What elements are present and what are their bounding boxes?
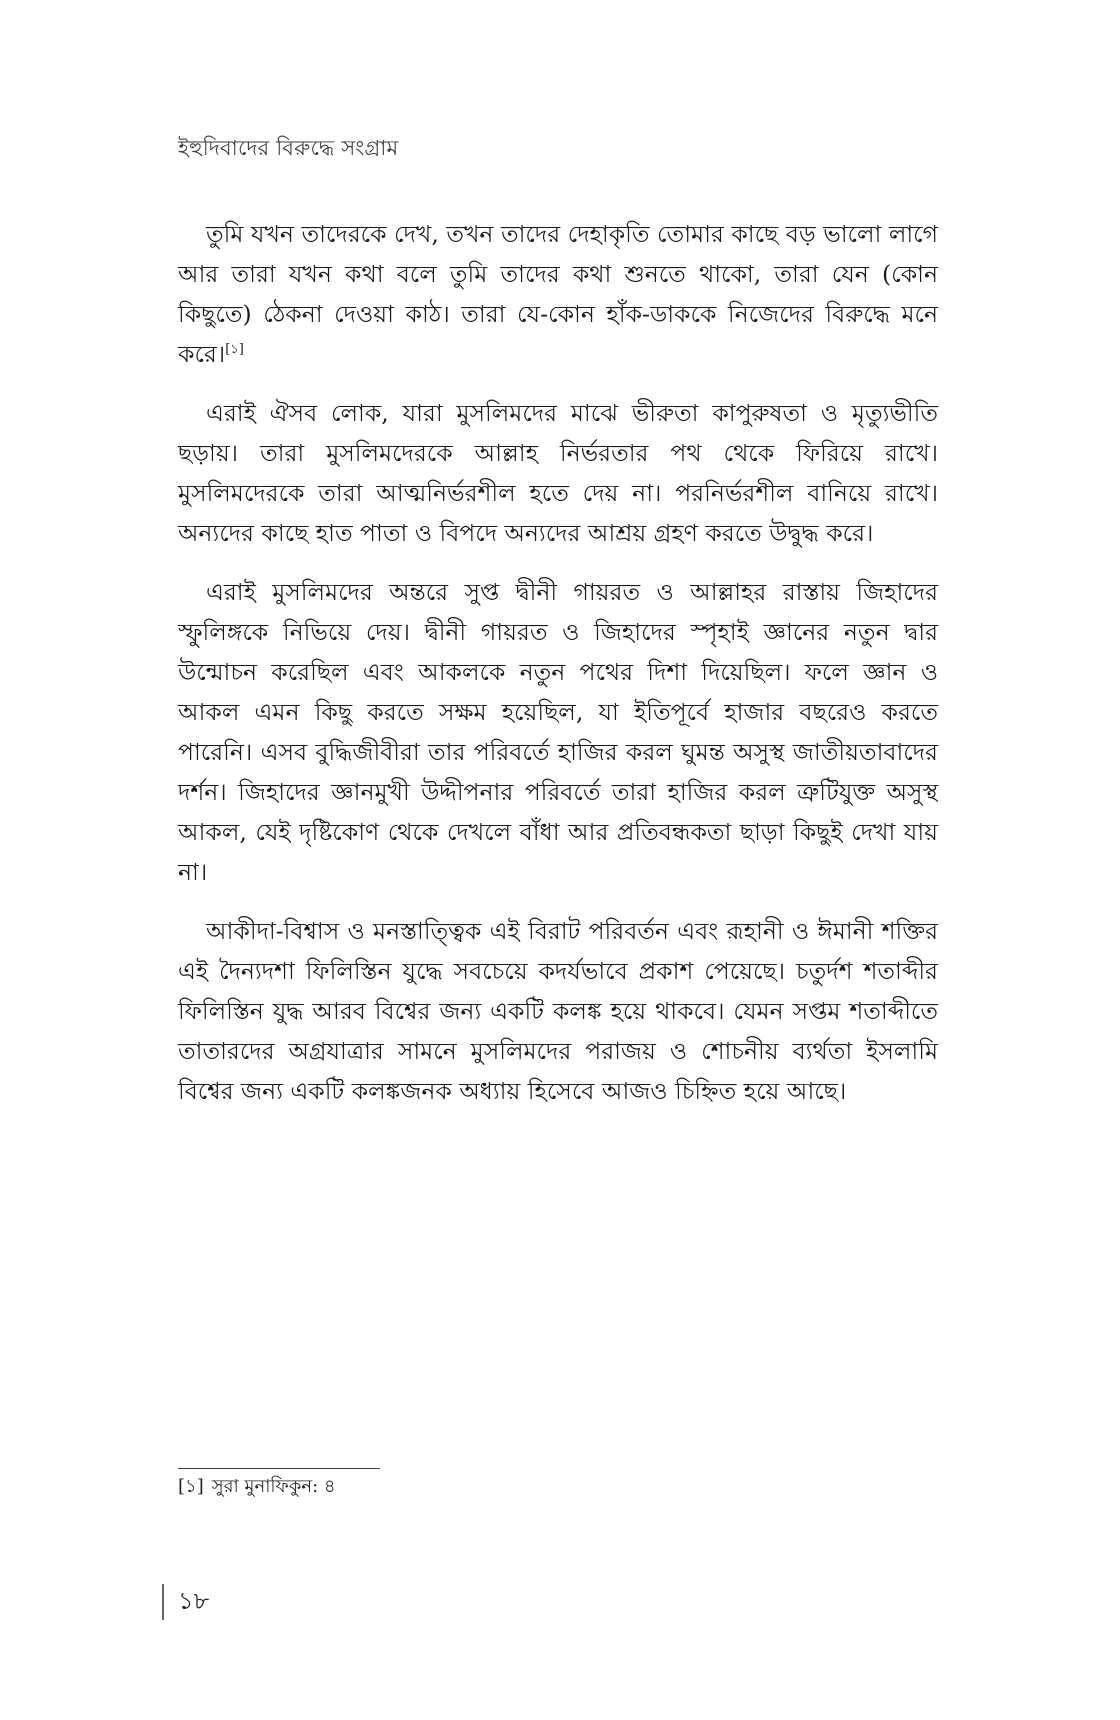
paragraph-1 <box>178 214 938 374</box>
footnote-ref[interactable]: [১] <box>225 342 244 358</box>
paragraph-4: আকীদা-বিশ্বাস ও মনস্তাত্ত্বিক এই বিরাট পরিবর্তন এবং রূহানী ও ঈমানী শক্তির এই দৈন্যদশা ফিলিস্তিন যুদ্ধে সবচেয়ে কদর্যভাবে প্রকাশ পেয়েছে। চতুর্দশ শতাব্দীর ফিলিস্তিন যুদ্ধ আরব বিশ্বের জন্য একটি কলঙ্ক হয়ে থাকবে। যেমন সপ্তম শতাব্দীতে তাতারদের অগ্রযাত্রার সামনে মুসলিমদের পরাজয় ও শোচনীয় ব্যর্থতা ইসলামি বিশ্বের জন্য একটি কলঙ্কজনক অধ্যায় হিসেবে আজও চিহ্নিত হয়ে আছে। <box>178 917 938 1105</box>
paragraph-2: এরাই ঐসব লোক, যারা মুসলিমদের মাঝে ভীরুতা কাপুরুষতা ও মৃত্যুভীতি ছড়ায়। তারা মুসলিমদেরকে আল্লাহ নির্ভরতার পথ থেকে ফিরিয়ে রাখে। মুসলিমদেরকে তারা আত্মনির্ভরশীল হতে দেয় না। পরনির্ভরশীল বানিয়ে রাখে। অন্যদের কাছে হাত পাতা ও বিপদে অন্যদের আশ্রয় গ্রহণ করতে উদ্বুদ্ধ করে। <box>178 399 938 547</box>
body-text <box>178 214 938 1130</box>
paragraph-1-text: তুমি যখন তাদেরকে দেখ, তখন তাদের দেহাকৃতি তোমার কাছে বড় ভালো লাগে আর তারা যখন কথা বলে তুমি তাদের কথা শুনতে থাকো, তারা যেন (কোন কিছুতে) ঠেকনা দেওয়া কাঠ। তারা যে-কোন হাঁক-ডাককে নিজেদের বিরুদ্ধে মনে করে। <box>178 220 938 368</box>
footnote-marker: [১] <box>178 1476 204 1497</box>
paragraph-3: এরাই মুসলিমদের অন্তরে সুপ্ত দ্বীনী গায়রত ও আল্লাহর রাস্তায় জিহাদের স্ফুলিঙ্গকে নিভিয়ে দেয়। দ্বীনী গায়রত ও জিহাদের স্পৃহাই জ্ঞানের নতুন দ্বার উন্মোচন করেছিল এবং আকলকে নতুন পথের দিশা দিয়েছিল। ফলে জ্ঞান ও আকল এমন কিছু করতে সক্ষম হয়েছিল, যা ইতিপূর্বে হাজার বছরেও করতে পারেনি। এসব বুদ্ধিজীবীরা তার পরিবর্তে হাজির করল ঘুমন্ত অসুস্থ জাতীয়তাবাদের দর্শন। জিহাদের জ্ঞানমুখী উদ্দীপনার পরিবর্তে তারা হাজির করল ত্রুটিযুক্ত অসুস্থ আকল, যেই দৃষ্টিকোণ থেকে দেখলে বাঁধা আর প্রতিবন্ধকতা ছাড়া কিছুই দেখা যায় না। <box>178 578 938 886</box>
page-number-bar <box>162 1584 164 1620</box>
footnote-divider <box>178 1468 380 1469</box>
footnote-text: সুরা মুনাফিকুন: ৪ <box>211 1476 336 1497</box>
running-header: ইহুদিবাদের বিরুদ্ধে সংগ্রাম <box>178 136 399 160</box>
footnote <box>178 1474 336 1500</box>
page-number: ১৮ <box>178 1587 210 1615</box>
